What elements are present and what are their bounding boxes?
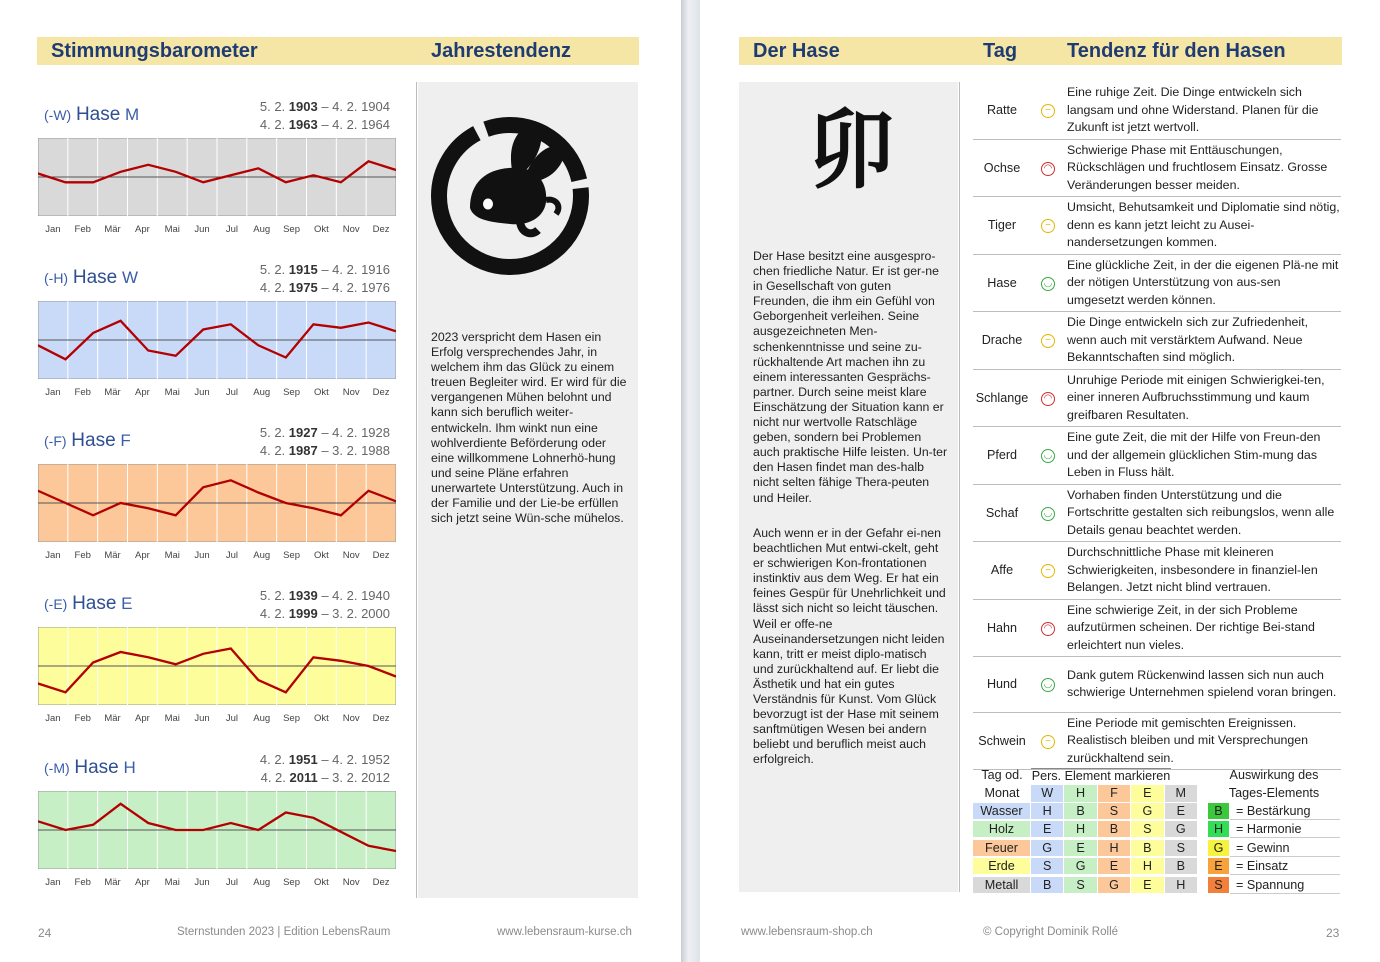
month-label: Nov xyxy=(342,550,360,561)
tendency-text: Eine glückliche Zeit, in der die eigenen Plä-ne mit der nötigen Unterstützung von aus-sen umgesetzt werden können. xyxy=(1065,254,1341,312)
tendency-row xyxy=(973,712,1341,770)
month-label: Jul xyxy=(225,550,238,561)
mood-line-chart xyxy=(38,791,396,869)
date-start: 4. 2. xyxy=(260,770,290,785)
hase-description-1: Der Hase besitzt eine ausgespro-chen friedliche Natur. Er ist ger-ne in Gesellschaft von guten Freunden, die ihm ein Gefühl von Geborgenheit verleihen. Seine ausgezeichneten Men-schenkenntnisse und seine zu-rückhaltende Art machen ihn zu einem interessanten Gesprächs-partner. Durch seine meist klare Einschätzung der Situation kann er nicht nur wertvolle Ratschläge geben, sondern bei Problemen auch praktische Hilfe leisten. Un-ter den Hasen findet man des-halb nicht selten fähige Thera-peuten und Heiler. xyxy=(753,249,948,505)
month-label: Dez xyxy=(372,877,390,888)
month-label: Mai xyxy=(164,877,180,888)
month-label: Nov xyxy=(342,713,360,724)
chart-label xyxy=(44,430,131,452)
element-cell: E xyxy=(1031,821,1064,838)
tendency-row xyxy=(973,312,1341,370)
month-labels xyxy=(38,713,396,725)
legend-label: = Harmonie xyxy=(1230,821,1340,838)
legend-key: E xyxy=(1208,858,1230,875)
tendency-row xyxy=(973,197,1341,255)
month-label: Apr xyxy=(135,713,150,724)
element-cell: H xyxy=(1031,803,1064,820)
element-cell: B xyxy=(1165,858,1198,875)
month-label: Mai xyxy=(164,387,180,398)
animal-name: Schaf xyxy=(973,484,1031,542)
tendency-text: Vorhaben finden Unterstützung und die Fortschritte gestalten sich reibungslos, wenn alle Details genau beachtet werden. xyxy=(1065,484,1341,542)
tendency-row xyxy=(973,254,1341,312)
date-end: – 3. 2. 1988 xyxy=(317,443,390,458)
tendency-text: Dank gutem Rückenwind lassen sich nun auch schwierige Unternehmen spielend voran bringen. xyxy=(1065,657,1341,713)
date-range xyxy=(260,261,390,279)
animal-name: Hund xyxy=(973,657,1031,713)
chart-element: M xyxy=(125,105,140,124)
month-label: Jan xyxy=(45,877,61,888)
element-col-head[interactable]: F xyxy=(1098,785,1131,802)
month-label: Mär xyxy=(104,387,121,398)
chart-prefix: (-E) xyxy=(44,596,68,612)
date-start: 4. 2. xyxy=(259,752,289,767)
month-label: Jan xyxy=(45,550,61,561)
tendency-row xyxy=(973,599,1341,657)
month-label: Feb xyxy=(74,387,91,398)
month-label: Feb xyxy=(74,877,91,888)
chart-label xyxy=(44,757,136,779)
month-label: Mär xyxy=(104,713,121,724)
animal-name: Affe xyxy=(973,542,1031,600)
month-label: Jun xyxy=(194,877,210,888)
element-row-label[interactable]: Wasser xyxy=(973,803,1031,820)
mood-cell xyxy=(1031,254,1065,312)
element-row-label[interactable]: Metall xyxy=(973,877,1031,894)
right-page-number: 23 xyxy=(1326,926,1340,940)
right-header-right: Tendenz für den Hasen xyxy=(1067,40,1286,62)
element-cell: H xyxy=(1064,821,1097,838)
tendency-row xyxy=(973,427,1341,485)
month-label: Aug xyxy=(253,387,271,398)
element-cell: G xyxy=(1064,858,1097,875)
month-label: Okt xyxy=(314,387,329,398)
month-label: Sep xyxy=(283,550,300,561)
chart-dates xyxy=(260,98,390,134)
month-label: Jul xyxy=(225,387,238,398)
chart-name: Hase xyxy=(75,104,121,125)
mood-cell xyxy=(1031,312,1065,370)
date-year: 1963 xyxy=(288,117,318,132)
mood-chart-m xyxy=(38,86,396,238)
tendency-text: Eine ruhige Zeit. Die Dinge entwickeln sich langsam und ohne Widerstand. Planen für die Zukunft ist jetzt wertvoll. xyxy=(1065,82,1341,139)
element-cell: B xyxy=(1064,803,1097,820)
element-cell: B xyxy=(1098,821,1131,838)
date-year: 1903 xyxy=(288,99,318,114)
chart-dates xyxy=(260,587,390,623)
mood-cell xyxy=(1031,427,1065,485)
chart-dates xyxy=(260,424,390,460)
month-label: Aug xyxy=(253,877,271,888)
month-label: Sep xyxy=(283,387,300,398)
animal-name: Ratte xyxy=(973,82,1031,139)
month-label: Jan xyxy=(45,224,61,235)
animal-name: Drache xyxy=(973,312,1031,370)
month-label: Jul xyxy=(225,877,238,888)
chart-prefix: (-F) xyxy=(44,433,67,449)
month-labels xyxy=(38,224,396,236)
date-range xyxy=(260,279,390,297)
chart-dates xyxy=(260,261,390,297)
book-gutter xyxy=(681,0,700,962)
tendency-text: Die Dinge entwickeln sich zur Zufriedenheit, wenn auch mit verstärktem Aufwand. Neue Bekanntschaften sind möglich. xyxy=(1065,312,1341,370)
chart-label xyxy=(44,104,139,126)
month-label: Apr xyxy=(135,224,150,235)
date-year: 1999 xyxy=(288,606,318,621)
month-labels xyxy=(38,550,396,562)
element-col-head[interactable]: E xyxy=(1131,785,1164,802)
legend-key: H xyxy=(1208,821,1230,838)
mood-neutral-icon: − xyxy=(1041,735,1055,749)
tendency-text: Schwierige Phase mit Enttäuschungen, Rückschlägen und fruchtlosem Einsatz. Grosse Veränderungen besser meiden. xyxy=(1065,139,1341,197)
month-label: Mär xyxy=(104,877,121,888)
left-header-bar xyxy=(37,37,639,65)
tendency-row xyxy=(973,369,1341,427)
hare-chinese-glyph: 卯 xyxy=(808,100,894,201)
element-col-head[interactable]: H xyxy=(1064,785,1097,802)
date-start: 5. 2. xyxy=(259,425,289,440)
chart-prefix: (-W) xyxy=(44,107,72,123)
animal-name: Schlange xyxy=(973,369,1031,427)
element-cell: S xyxy=(1165,840,1198,857)
date-end: – 4. 2. 1976 xyxy=(317,280,390,295)
element-cell: E xyxy=(1064,840,1097,857)
date-end: – 3. 2. 2012 xyxy=(317,770,390,785)
chart-name: Hase xyxy=(72,593,117,614)
left-footer-url[interactable]: www.lebensraum-kurse.ch xyxy=(497,926,632,938)
mood-neutral-icon: − xyxy=(1041,334,1055,348)
rabbit-ink-icon xyxy=(430,96,590,296)
mood-cell xyxy=(1031,599,1065,657)
month-label: Nov xyxy=(342,224,360,235)
month-label: Jul xyxy=(225,713,238,724)
date-range xyxy=(260,116,390,134)
right-footer-url[interactable]: www.lebensraum-shop.ch xyxy=(741,926,873,938)
grid-corner-label-2: Monat xyxy=(984,786,1020,800)
mood-cell xyxy=(1031,712,1065,770)
legend-key: G xyxy=(1208,840,1230,857)
element-cell: E xyxy=(1098,858,1131,875)
tendency-row xyxy=(973,542,1341,600)
month-label: Feb xyxy=(74,713,91,724)
element-cell: S xyxy=(1064,877,1097,894)
mood-neutral-icon: − xyxy=(1041,564,1055,578)
left-header-title: Stimmungsbarometer xyxy=(51,40,258,62)
month-label: Aug xyxy=(253,550,271,561)
animal-name: Ochse xyxy=(973,139,1031,197)
date-year: 1915 xyxy=(288,262,318,277)
date-range xyxy=(260,98,390,116)
date-range xyxy=(260,605,390,623)
date-end: – 4. 2. 1952 xyxy=(317,752,390,767)
chart-element: W xyxy=(121,268,138,287)
left-footer-title: Sternstunden 2023 | Edition LebensRaum xyxy=(177,926,391,938)
column-divider xyxy=(397,82,417,898)
date-range xyxy=(260,442,390,460)
mood-happy-icon: ◡ xyxy=(1041,277,1055,291)
legend-label: = Gewinn xyxy=(1230,840,1340,857)
month-label: Apr xyxy=(135,550,150,561)
legend-label: = Bestärkung xyxy=(1230,803,1340,820)
mood-cell xyxy=(1031,484,1065,542)
date-end: – 4. 2. 1964 xyxy=(317,117,390,132)
hase-description-panel xyxy=(739,82,958,892)
month-label: Nov xyxy=(342,877,360,888)
mood-chart-f xyxy=(38,412,396,564)
mood-line-chart xyxy=(38,138,396,216)
date-range xyxy=(260,424,390,442)
element-cell: B xyxy=(1031,877,1064,894)
element-cell: S xyxy=(1098,803,1131,820)
month-label: Jun xyxy=(194,387,210,398)
month-label: Jun xyxy=(194,713,210,724)
element-row-label[interactable]: Holz xyxy=(973,821,1031,838)
month-label: Dez xyxy=(372,387,390,398)
mood-sad-icon: ◠ xyxy=(1041,622,1055,636)
chart-name: Hase xyxy=(71,430,116,451)
month-label: Okt xyxy=(314,877,329,888)
month-label: Sep xyxy=(283,713,300,724)
tendency-text: Durchschnittliche Phase mit kleineren Schwierigkeiten, insbesondere in finanziel-len Belangen. Jetzt nicht blind vertrauen. xyxy=(1065,542,1341,600)
right-header-mid: Tag xyxy=(983,40,1018,62)
tendency-row xyxy=(973,484,1341,542)
mood-cell xyxy=(1031,542,1065,600)
month-label: Aug xyxy=(253,224,271,235)
legend-key: S xyxy=(1208,877,1230,894)
jahrestendenz-text: 2023 verspricht dem Hasen ein Erfolg versprechendes Jahr, in welchem ihm das Glück zu einem treuen Begleiter wird. Er wird für die vergangenen Mühen belohnt und kann sich beruflich weiter-entwickeln. Ihm winkt nun eine wohlverdiente Beförderung oder eine willkommene Lohnerhö-hung und seine Pläne erfahren unerwartete Unterstützung. Auch in der Familie und der Lie-be erfüllen sich jetzt seine Wün-sche mühelos. xyxy=(431,330,627,526)
month-label: Mär xyxy=(104,550,121,561)
month-label: Okt xyxy=(314,713,329,724)
element-cell: G xyxy=(1031,840,1064,857)
tendency-row xyxy=(973,82,1341,139)
month-label: Jun xyxy=(194,550,210,561)
mood-happy-icon: ◡ xyxy=(1041,507,1055,521)
date-start: 4. 2. xyxy=(259,280,289,295)
mood-chart-h xyxy=(38,739,396,891)
tendency-row xyxy=(973,657,1341,713)
animal-name: Hahn xyxy=(973,599,1031,657)
month-label: Dez xyxy=(372,550,390,561)
month-label: Mär xyxy=(104,224,121,235)
mood-neutral-icon: − xyxy=(1041,104,1055,118)
chart-dates xyxy=(260,751,390,787)
tendency-text: Eine schwierige Zeit, in der sich Probleme aufzutürmen scheinen. Der richtige Bei-stand erleichtert nun vieles. xyxy=(1065,599,1341,657)
element-row-label[interactable]: Feuer xyxy=(973,840,1031,857)
legend-key: B xyxy=(1208,803,1230,820)
right-header-bar xyxy=(739,37,1342,65)
grid-corner-label-1: Tag od. xyxy=(981,768,1023,782)
element-cell: H xyxy=(1131,858,1164,875)
date-start: 4. 2. xyxy=(259,606,289,621)
date-year: 1951 xyxy=(288,752,318,767)
month-label: Sep xyxy=(283,877,300,888)
element-cell: B xyxy=(1131,840,1164,857)
hase-description-2: Auch wenn er in der Gefahr ei-nen beachtlichen Mut entwi-ckelt, geht er schwierigen Kon-frontationen instinktiv aus dem Weg. Er hat ein feines Gespür für Unehrlichkeit und lässt sich nicht so leicht täuschen. Weil er offe-ne Auseinandersetzungen nicht leiden kann, tritt er meist diplo-matisch und zurückhaltend auf. Er liebt die Ästhetik und hat ein gutes Verständnis für Kunst. Vom Glück bevorzugt ist der Hase mit seinem sanftmütigen Wesen bei andern beliebt und beruflich meist auch erfolgreich. xyxy=(753,526,946,767)
date-start: 5. 2. xyxy=(259,99,289,114)
tendency-text: Umsicht, Behutsamkeit und Diplomatie sind nötig, denn es kann jetzt leicht zu Ausei-nandersetzungen kommen. xyxy=(1065,197,1341,255)
animal-name: Pferd xyxy=(973,427,1031,485)
month-label: Jun xyxy=(194,224,210,235)
month-label: Okt xyxy=(314,224,329,235)
month-label: Dez xyxy=(372,713,390,724)
month-label: Feb xyxy=(74,224,91,235)
chart-prefix: (-M) xyxy=(44,760,70,776)
legend-title-1: Auswirkung des xyxy=(1229,768,1319,782)
month-labels xyxy=(38,877,396,889)
month-label: Dez xyxy=(372,224,390,235)
mark-element-label: Pers. Element markieren xyxy=(1031,769,1171,783)
month-label: Apr xyxy=(135,387,150,398)
animal-name: Hase xyxy=(973,254,1031,312)
mood-chart-e xyxy=(38,575,396,727)
tendency-row xyxy=(973,139,1341,197)
date-range xyxy=(260,769,390,787)
date-year: 2011 xyxy=(289,770,318,785)
month-label: Mai xyxy=(164,224,180,235)
mood-line-chart xyxy=(38,464,396,542)
element-cell: S xyxy=(1131,821,1164,838)
legend-title-2: Tages-Elements xyxy=(1228,786,1320,800)
month-label: Aug xyxy=(253,713,271,724)
left-page-number: 24 xyxy=(38,926,52,940)
element-row-label[interactable]: Erde xyxy=(973,858,1031,875)
month-label: Jan xyxy=(45,713,61,724)
month-label: Mai xyxy=(164,713,180,724)
date-start: 5. 2. xyxy=(259,262,289,277)
month-label: Mai xyxy=(164,550,180,561)
month-label: Sep xyxy=(283,224,300,235)
element-cell: S xyxy=(1031,858,1064,875)
jahrestendenz-panel xyxy=(418,82,638,898)
legend-label: = Spannung xyxy=(1230,877,1340,894)
mood-chart-w xyxy=(38,249,396,401)
month-label: Jul xyxy=(225,224,238,235)
date-end: – 4. 2. 1916 xyxy=(317,262,390,277)
month-label: Apr xyxy=(135,877,150,888)
month-label: Okt xyxy=(314,550,329,561)
mood-cell xyxy=(1031,197,1065,255)
chart-element: F xyxy=(120,431,131,450)
mood-happy-icon: ◡ xyxy=(1041,678,1055,692)
chart-prefix: (-H) xyxy=(44,270,69,286)
date-end: – 4. 2. 1904 xyxy=(317,99,390,114)
chart-label xyxy=(44,267,138,289)
right-header-title: Der Hase xyxy=(753,40,840,62)
tendency-text: Unruhige Periode mit einigen Schwierigkei-ten, einer inneren Aufbruchsstimmung und kaum greifbaren Resultaten. xyxy=(1065,369,1341,427)
element-col-head[interactable]: W xyxy=(1031,785,1064,802)
element-cell: E xyxy=(1131,877,1164,894)
right-column-divider xyxy=(959,82,971,892)
chart-name: Hase xyxy=(72,267,118,288)
date-end: – 3. 2. 2000 xyxy=(317,606,390,621)
month-label: Jan xyxy=(45,387,61,398)
element-cell: G xyxy=(1098,877,1131,894)
date-year: 1939 xyxy=(288,588,318,603)
tendency-table xyxy=(973,82,1341,770)
mood-cell xyxy=(1031,369,1065,427)
mood-line-chart xyxy=(38,627,396,705)
month-labels xyxy=(38,387,396,399)
chart-label xyxy=(44,593,133,615)
date-range xyxy=(260,587,390,605)
element-cell: E xyxy=(1165,803,1198,820)
animal-name: Schwein xyxy=(973,712,1031,770)
tendency-text: Eine gute Zeit, die mit der Hilfe von Freun-den und der allgemein glücklichen Stim-mung das Leben in Fluss hält. xyxy=(1065,427,1341,485)
date-start: 4. 2. xyxy=(259,117,289,132)
date-year: 1975 xyxy=(288,280,318,295)
date-range xyxy=(260,751,390,769)
element-cell: G xyxy=(1131,803,1164,820)
chart-element: H xyxy=(123,758,136,777)
mood-line-chart xyxy=(38,301,396,379)
mood-cell xyxy=(1031,139,1065,197)
date-start: 5. 2. xyxy=(259,588,289,603)
element-cell: H xyxy=(1098,840,1131,857)
element-cell: G xyxy=(1165,821,1198,838)
date-year: 1987 xyxy=(288,443,318,458)
chart-element: E xyxy=(121,594,133,613)
left-page xyxy=(0,0,681,962)
left-header-right: Jahrestendenz xyxy=(431,40,572,62)
legend-label: = Einsatz xyxy=(1230,858,1340,875)
month-label: Nov xyxy=(342,387,360,398)
element-col-head[interactable]: M xyxy=(1165,785,1198,802)
mood-sad-icon: ◠ xyxy=(1041,162,1055,176)
date-start: 4. 2. xyxy=(259,443,289,458)
month-label: Feb xyxy=(74,550,91,561)
mood-happy-icon: ◡ xyxy=(1041,449,1055,463)
animal-name: Tiger xyxy=(973,197,1031,255)
mood-sad-icon: ◠ xyxy=(1041,392,1055,406)
date-end: – 4. 2. 1928 xyxy=(317,425,390,440)
mood-cell xyxy=(1031,82,1065,139)
mood-cell xyxy=(1031,657,1065,713)
tendency-text: Eine Periode mit gemischten Ereignissen. Realistisch bleiben und mit Versprechungen zurückhaltend sein. xyxy=(1065,712,1341,770)
element-cell: H xyxy=(1165,877,1198,894)
mood-neutral-icon: − xyxy=(1041,219,1055,233)
chart-name: Hase xyxy=(74,757,119,778)
date-end: – 4. 2. 1940 xyxy=(317,588,390,603)
right-footer-copyright: © Copyright Dominik Rollé xyxy=(983,926,1119,938)
date-year: 1927 xyxy=(288,425,318,440)
